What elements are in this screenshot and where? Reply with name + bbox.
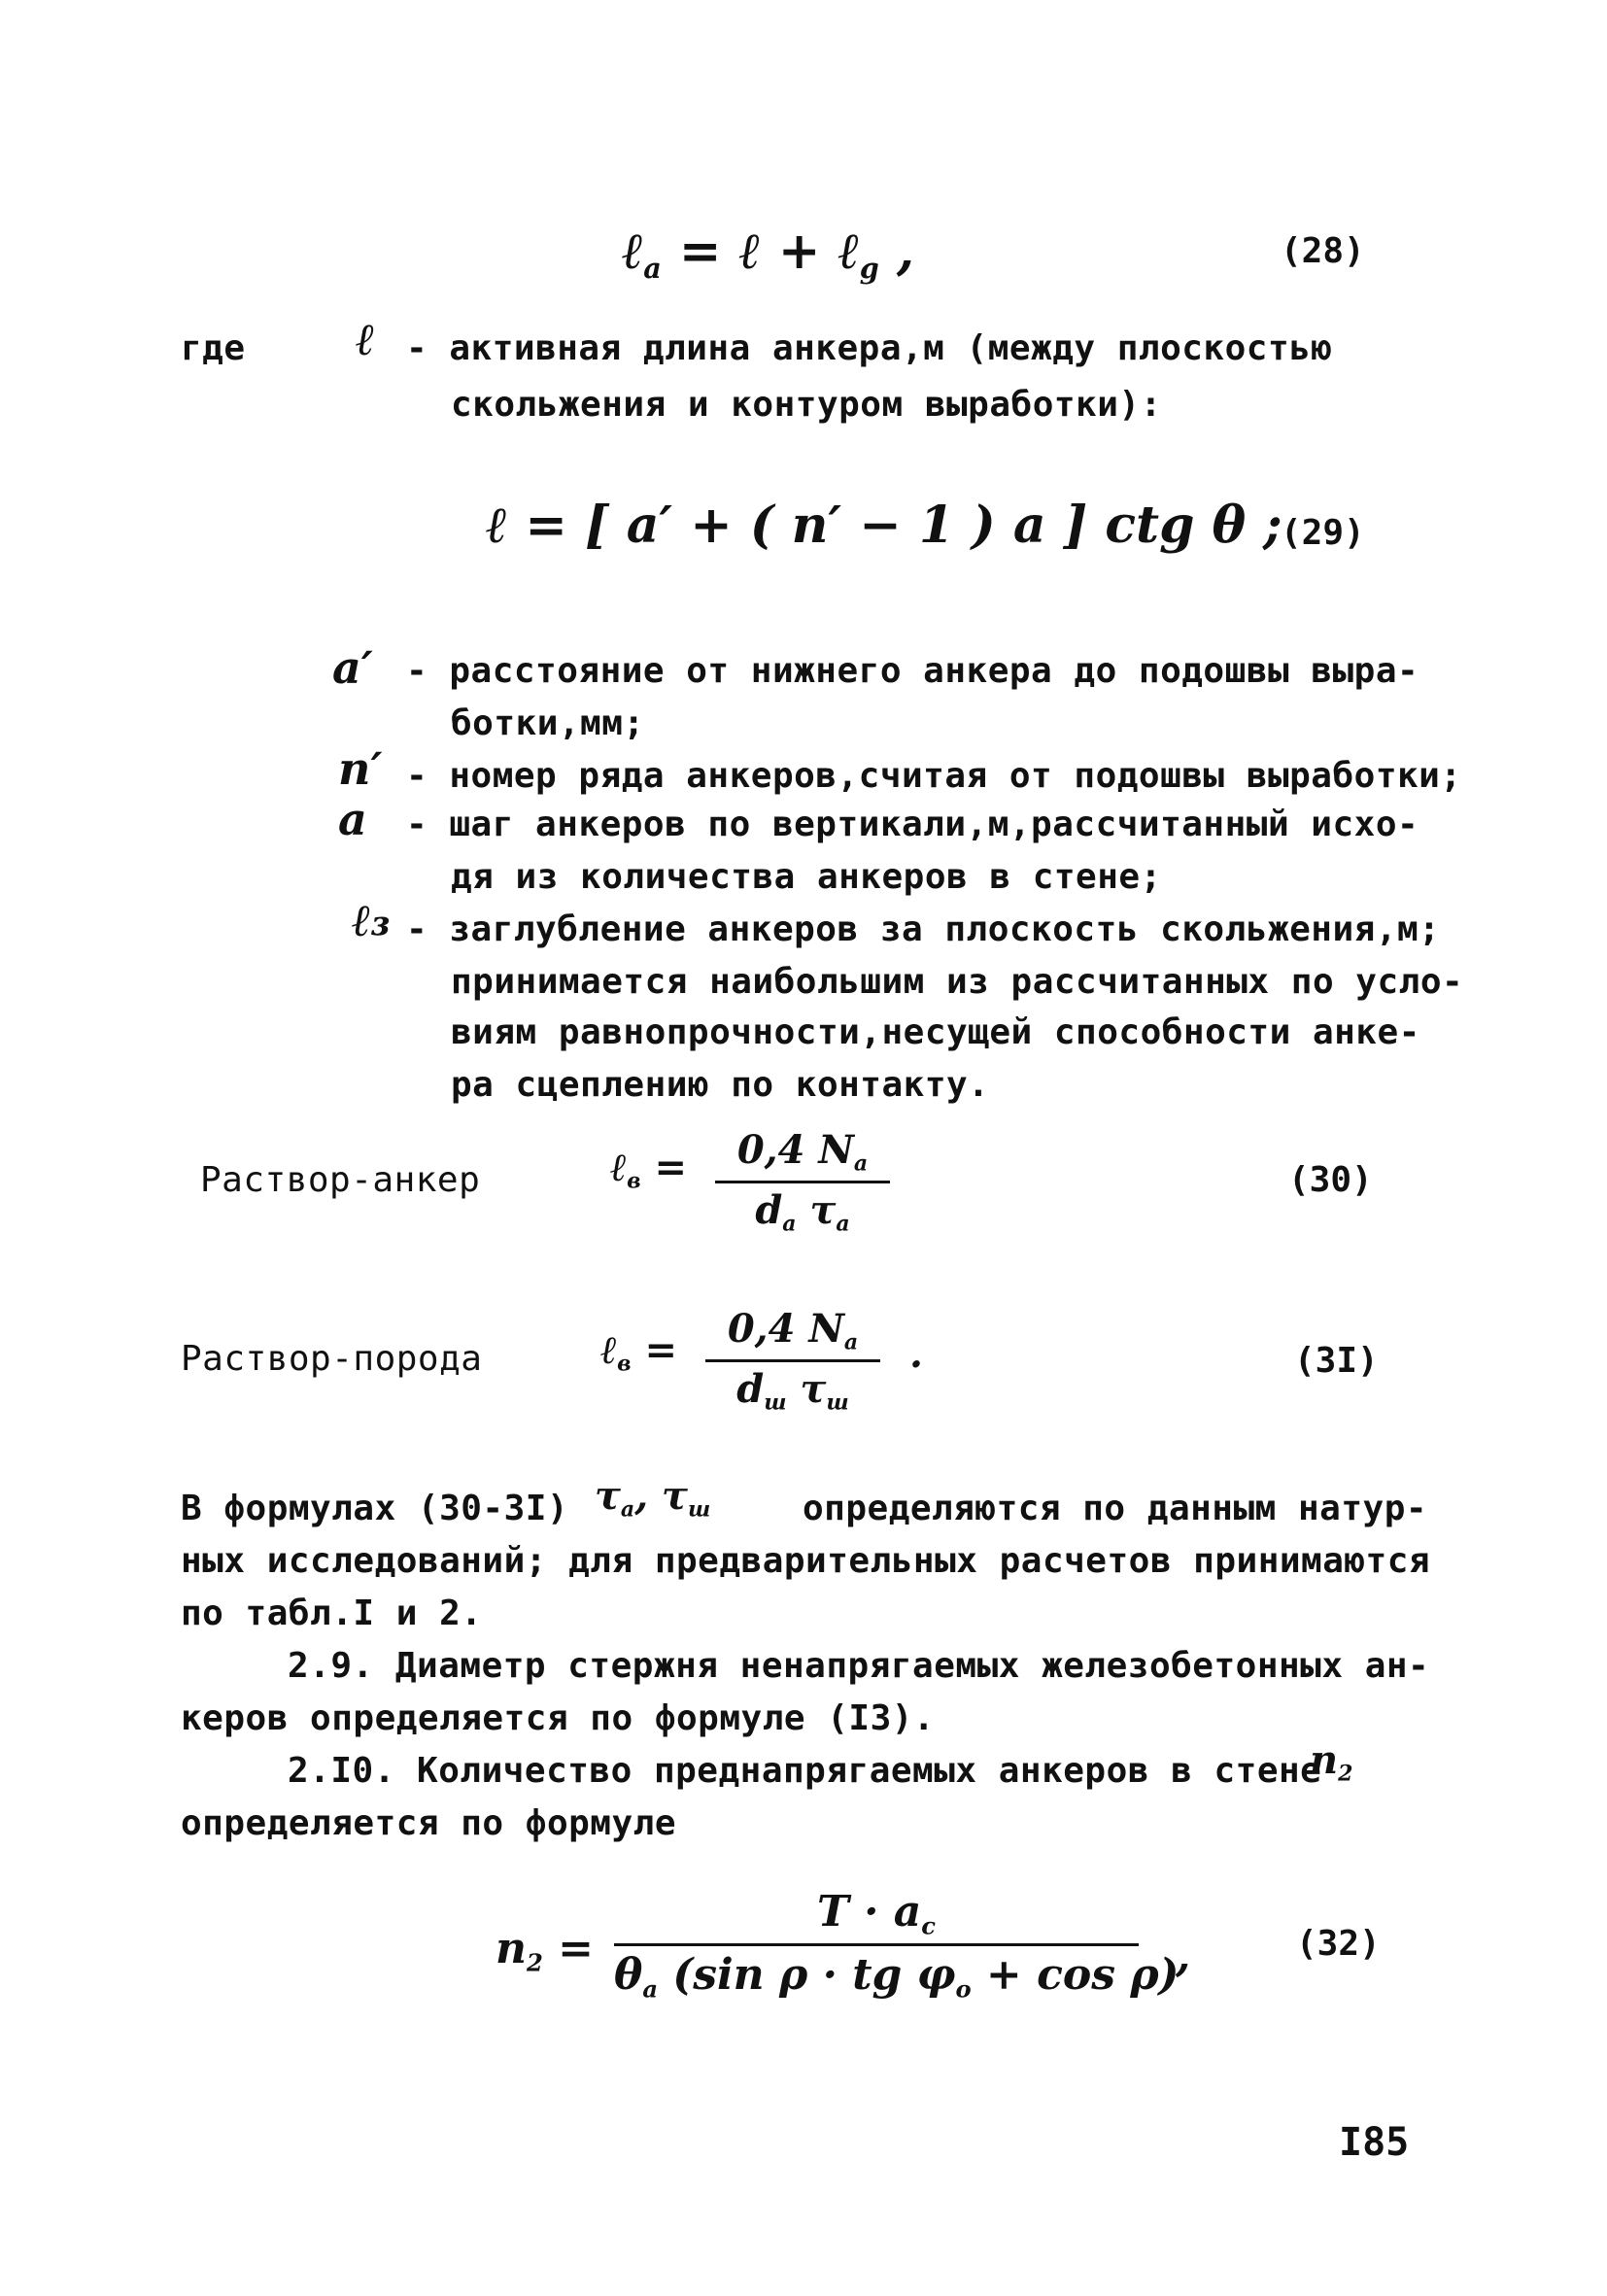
formula-31-fraction (705, 1306, 880, 1415)
formula-30-den2-sub: a (836, 1211, 850, 1237)
para-3-line-2: определяется по формуле (181, 1803, 676, 1843)
formula-32-num-sub: с (921, 1911, 936, 1940)
formula-32-tail: , (1176, 1932, 1191, 1981)
def-a-line-1: - шаг анкеров по вертикали,м,рассчитанный исхо- (406, 805, 1419, 844)
def-a-line-2: дя из количества анкеров в стене; (451, 857, 1162, 897)
formula-31-den2-text: τ (800, 1365, 827, 1412)
para-1-line-1a: В формулах (30-3I) (181, 1489, 569, 1528)
para-3-n2-symbol (1310, 1737, 1352, 1787)
formula-31-bar (705, 1359, 880, 1362)
formula-28 (622, 222, 914, 285)
formula-31-den2-sub: ш (826, 1389, 849, 1416)
formula-30-bar (715, 1181, 890, 1183)
formula-29-label: (29) (1281, 513, 1365, 553)
formula-28-label: (28) (1281, 231, 1365, 271)
formula-32-den-sub: a (642, 1974, 659, 2004)
formula-30-num-sub: a (853, 1150, 869, 1177)
formula-32-lhs-symbol: n (496, 1924, 527, 1973)
def-n-prime-symbol: n′ (338, 742, 383, 795)
para-1-tau-a-sub: a (620, 1496, 635, 1523)
formula-32-bar (614, 1943, 1139, 1946)
def-a-prime-line-1: - расстояние от нижнего анкера до подошвы выра- (406, 651, 1419, 691)
formula-31-lhs-sub: в (617, 1351, 632, 1377)
para-1-tau-sh-sub: ш (687, 1496, 711, 1523)
def-l3-line-2: принимается наибольшим из рассчитанных по усло- (451, 962, 1464, 1002)
para-3-n-symbol: n (1310, 1737, 1339, 1783)
def-n-prime-line-1: - номер ряда анкеров,считая от подошвы выработки; (406, 756, 1462, 796)
formula-30-lhs: ℓ$_в$ = (610, 1145, 687, 1194)
formula-31-label: (3I) (1294, 1341, 1379, 1381)
formula-30-den-text: d (755, 1186, 783, 1233)
formula-32-den-text: θ (614, 1950, 643, 2001)
formula-32-num-text: T · a (817, 1887, 922, 1936)
formula-30-den-sub: a (782, 1211, 797, 1237)
formula-31-tail: . (909, 1331, 923, 1377)
formula-30-label: (30) (1288, 1160, 1373, 1200)
formula-32-label: (32) (1296, 1924, 1381, 1964)
formula-31-denominator (705, 1366, 880, 1416)
formula-32-lhs: $n_2$ = (496, 1924, 595, 1977)
formula-28-lhs: ℓ (622, 222, 644, 281)
formula-30-lhs-sub: в (627, 1168, 641, 1194)
formula-32-den-end: + cos ρ) (985, 1950, 1180, 2001)
formula-31-den-text: d (736, 1365, 765, 1412)
formula-32-den-rest: (sin ρ · tg φ (672, 1950, 956, 2001)
formula-30-numerator (715, 1127, 890, 1177)
def-l3-line-1: - заглубление анкеров за плоскость скольжения,м; (406, 909, 1441, 949)
def-l3-line-3: виям равнопрочности,несущей способности анке- (451, 1012, 1420, 1052)
formula-31-lhs-symbol: ℓ (600, 1327, 618, 1373)
def-l3-line-4: ра сцеплению по контакту. (451, 1065, 990, 1105)
para-1-line-2: ных исследований; для предварительных расчетов принимаются (181, 1541, 1431, 1581)
formula-32-lhs-sub: 2 (527, 1948, 543, 1977)
para-3-line-1: 2.I0. Количество преднапрягаемых анкеров в стене (288, 1751, 1322, 1791)
formula-31-lhs: ℓ$_в$ = (600, 1327, 677, 1377)
formula-31-num-text: 0,4 N (727, 1306, 844, 1352)
def-l-line-1: - активная длина анкера,м (между плоскостью (406, 328, 1333, 368)
para-1-tau-a: $\tau_a$, $\tau_ш$ (595, 1473, 711, 1523)
formula-30-denominator (715, 1187, 890, 1237)
para-2-line-1: 2.9. Диаметр стержня ненапрягаемых железобетонных ан- (288, 1646, 1430, 1686)
def-l3-symbol: ℓ₃ (352, 894, 391, 946)
formula-32-numerator (614, 1887, 1139, 1939)
formula-28-rhs: = ℓ + ℓ (678, 222, 860, 281)
formula-29: ℓ = [ a′ + ( n′ − 1 ) a ] ctg θ ; (486, 496, 1282, 555)
formula-28-rhs-sub: g (859, 252, 879, 285)
para-1-tau-a-symbol: τ (595, 1473, 621, 1519)
formula-28-tail: , (878, 222, 914, 281)
formula-31-den-sub: ш (764, 1389, 787, 1416)
formula-31-caption: Раствор-порода (181, 1339, 483, 1379)
formula-30-fraction (715, 1127, 890, 1236)
formula-32-denominator (614, 1950, 1180, 2004)
where-word: где (181, 328, 246, 368)
def-a-prime-symbol: a′ (332, 641, 373, 694)
formula-30-den2-text: τ (809, 1186, 837, 1233)
def-l-line-2: скольжения и контуром выработки): (451, 385, 1162, 425)
formula-28-lhs-sub: a (643, 252, 662, 285)
def-l-symbol: ℓ (356, 313, 375, 365)
formula-30-caption: Раствор-анкер (200, 1160, 481, 1200)
para-1-line-3: по табл.I и 2. (181, 1593, 483, 1633)
def-a-symbol: a (338, 793, 367, 845)
formula-32-fraction (614, 1887, 1180, 2004)
def-a-prime-line-2: ботки,мм; (451, 703, 645, 743)
formula-31-numerator (705, 1306, 880, 1355)
para-2-line-2: керов определяется по формуле (I3). (181, 1698, 936, 1738)
formula-30-lhs-symbol: ℓ (610, 1145, 628, 1190)
formula-32-den-rest-sub: o (955, 1974, 972, 2004)
para-1-line-1b: определяются по данным натур- (803, 1489, 1428, 1528)
para-3-n-sub: 2 (1338, 1761, 1353, 1787)
formula-30-num-text: 0,4 N (736, 1127, 854, 1173)
formula-31-num-sub: a (843, 1329, 859, 1355)
page-number: I85 (1339, 2120, 1410, 2165)
para-1-tau-sh-symbol: τ (662, 1473, 688, 1519)
